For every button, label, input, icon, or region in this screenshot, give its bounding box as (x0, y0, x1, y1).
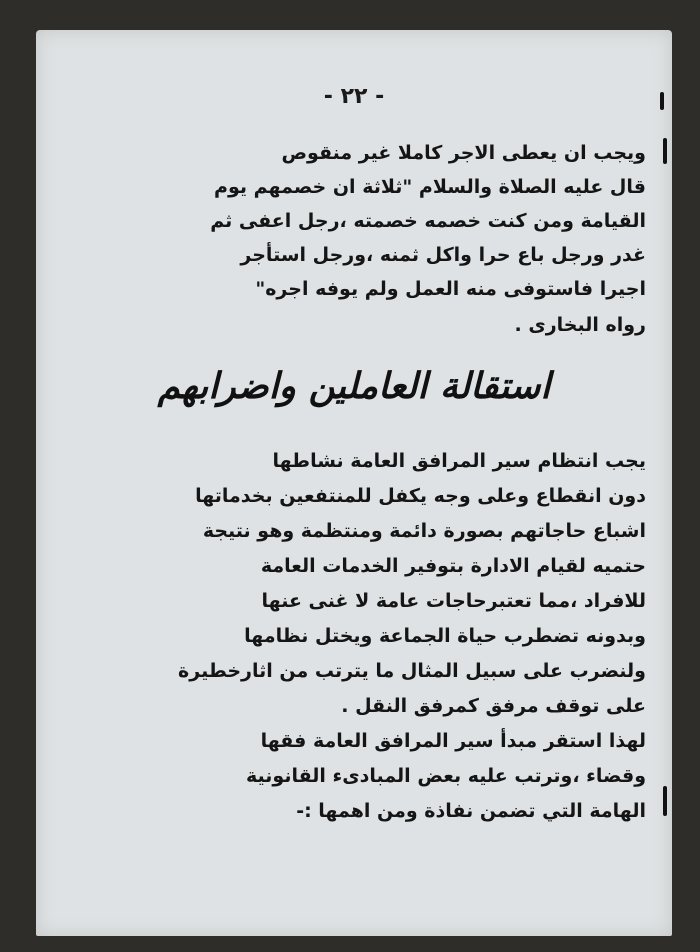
paragraph-line: اجيرا فاستوفى منه العمل ولم يوفه اجره" (255, 278, 646, 300)
paragraph-line: وقضاء ،وترتب عليه بعض المبادىء القانونية (246, 765, 646, 787)
paragraph-line: لهذا استقر مبدأ سير المرافق العامة فقها (260, 730, 646, 752)
binding-mark (660, 92, 664, 110)
page-number: - ٢٢ - (323, 84, 385, 109)
section-heading: استقالة العاملين واضرابهم (157, 365, 551, 407)
paragraph-line: حتميه لقيام الادارة بتوفير الخدمات العامة (260, 555, 646, 577)
binding-mark (663, 786, 667, 816)
binding-mark (663, 138, 667, 164)
paragraph-line: يجب انتظام سير المرافق العامة نشاطها (272, 450, 646, 472)
paragraph-line: وبدونه تضطرب حياة الجماعة ويختل نظامها (244, 625, 646, 647)
paragraph-line: للافراد ،مما تعتبرحاجات عامة لا غنى عنها (261, 590, 646, 612)
paragraph-line: القيامة ومن كنت خصمه خصمته ،رجل اعفى ثم (210, 210, 646, 232)
paragraph-line: قال عليه الصلاة والسلام "ثلاثة ان خصمهم يوم (214, 176, 646, 198)
paragraph-line: الهامة التي تضمن نفاذة ومن اهمها :- (296, 800, 646, 822)
paragraph-line: رواه البخارى . (514, 314, 646, 336)
page-sheet (36, 30, 672, 936)
paragraph-line: على توقف مرفق كمرفق النقل . (341, 695, 646, 717)
paragraph-line: ولنضرب على سبيل المثال ما يترتب من اثارخطيرة (178, 660, 646, 682)
paragraph-line: اشباع حاجاتهم بصورة دائمة ومنتظمة وهو نتيجة (202, 520, 646, 542)
paragraph-line: ويجب ان يعطى الاجر كاملا غير منقوص (281, 142, 646, 164)
paragraph-line: غدر ورجل باع حرا واكل ثمنه ،ورجل استأجر (240, 244, 646, 266)
paragraph-line: دون انقطاع وعلى وجه يكفل للمنتفعين بخدماتها (195, 485, 646, 507)
